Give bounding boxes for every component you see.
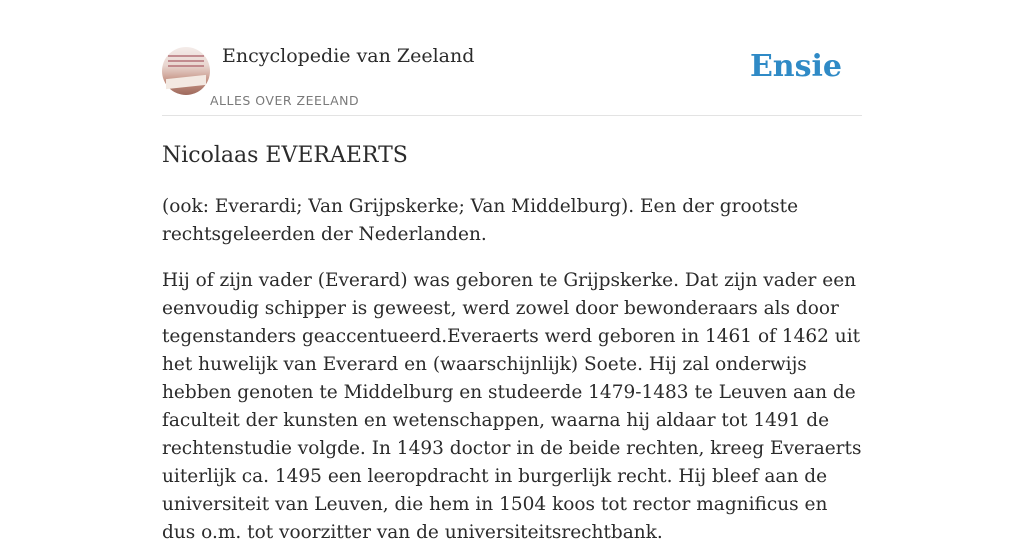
article-title: Nicolaas EVERAERTS	[162, 143, 408, 168]
brand-logo-link[interactable]: Ensie	[749, 49, 842, 84]
page	[162, 0, 862, 547]
site-avatar[interactable]	[162, 47, 210, 95]
site-header	[162, 0, 862, 116]
article-paragraph-1: (ook: Everardi; Van Grijpskerke; Van Middelburg). Een der grootste rechtsgeleerden der Nederlanden.	[162, 196, 799, 245]
article-paragraph-2: Hij of zijn vader (Everard) was geboren te Grijpskerke. Dat zijn vader een eenvoudig schipper is geweest, werd zowel door bewonderaars als door tegenstanders geaccentueerd.Everaerts werd geboren in 1461 of 1462 uit het huwelijk van Everard en (waarschijnlijk) Soete. Hij zal onderwijs hebben genoten te Middelburg en studeerde 1479-1483 te Leuven aan de faculteit der kunsten en wetenschappen, waarna hij aldaar tot 1491 de rechtenstudie volgde. In 1493 doctor in de beide rechten, kreeg Everaerts uiterlijk ca. 1495 een leeropdracht in burgerlijk recht. Hij bleef aan de universiteit van Leuven, die hem in 1504 koos tot rector magnificus en dus o.m. tot voorzitter van de universiteitsrechtbank.	[162, 270, 862, 543]
site-subtitle: ALLES OVER ZEELAND	[210, 93, 360, 108]
site-title[interactable]: Encyclopedie van Zeeland	[222, 45, 475, 67]
